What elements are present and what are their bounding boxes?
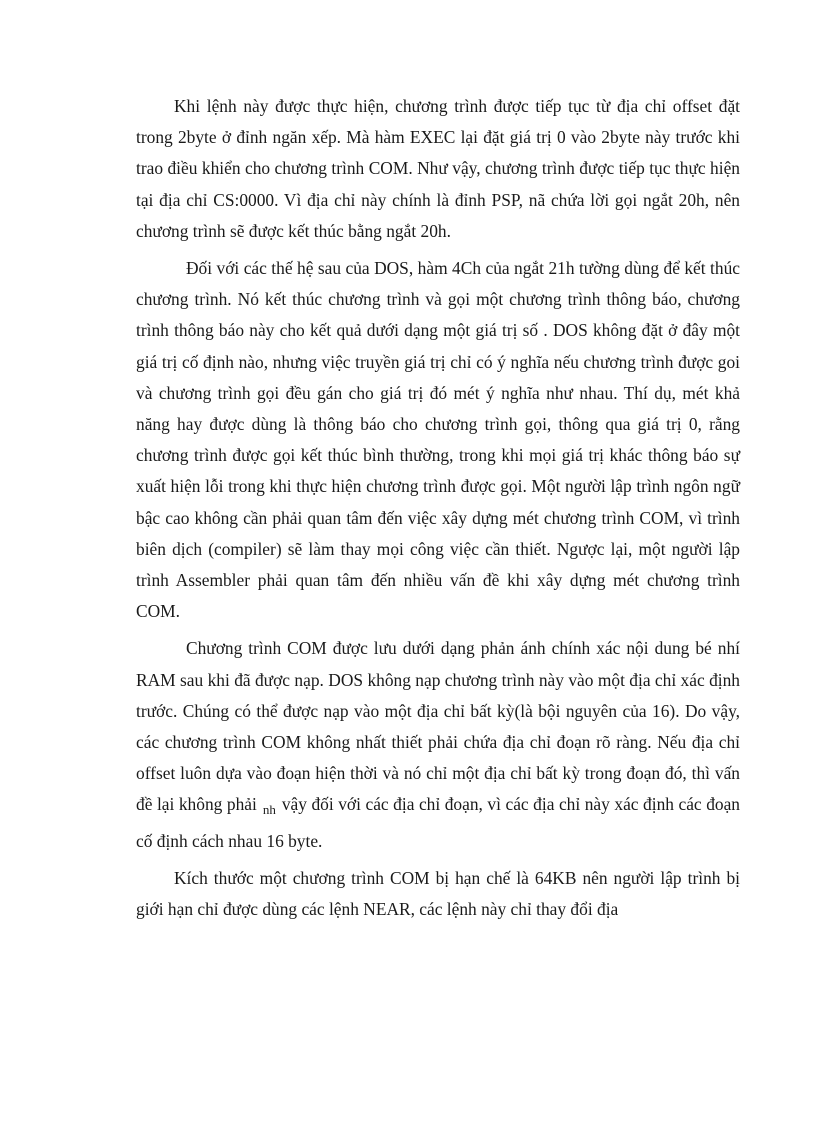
document-body [136,91,740,931]
paragraph-4: Kích thước một chương trình COM bị hạn chế là 64KB nên người lập trình bị giới hạn chỉ được dùng các lệnh NEAR, các lệnh này chỉ thay đổi địa [136,867,740,920]
paragraph-3-subscript: nh [262,802,276,818]
paragraph-1: Khi lệnh này được thực hiện, chương trình được tiếp tục từ địa chỉ offset đặt trong 2byte ở đỉnh ngăn xếp. Mà hàm EXEC lại đặt giá trị 0 vào 2byte này trước khi trao điều khiển cho chương trình COM. Như vậy, chương trình được tiếp tục thực hiện tại địa chỉ CS:0000. Vì địa chỉ này chính là đỉnh PSP, nã chứa lời gọi ngắt 20h, nên chương trình sẽ được kết thúc bằng ngắt 20h. [136,96,740,241]
paragraph-3-text-before: Chương trình COM được lưu dưới dạng phản ánh chính xác nội dung bé nhí RAM sau khi đã được nạp. DOS không nạp chương trình này vào một địa chỉ xác định trước. Chúng có thể được nạp vào một địa chỉ bất kỳ(là bội nguyên của 16). Do vậy, các chương trình COM không nhất thiết phải chứa địa chỉ đoạn rõ ràng. Nếu địa chỉ offset luôn dựa vào đoạn hiện thời và nó chỉ một địa chỉ bất kỳ trong đoạn đó, thì vấn đề lại không phải [136,638,740,815]
paragraph-3 [136,633,740,856]
paragraph-3-text-after: vậy đối với các địa chỉ đoạn, vì các địa chỉ này xác định các đoạn cố định cách nhau 16 byte. [136,794,740,851]
paragraph-2: Đối với các thế hệ sau của DOS, hàm 4Ch của ngắt 21h tường dùng để kết thúc chương trình. Nó kết thúc chương trình và gọi một chương trình thông báo, chương trình thông báo này cho kết quả dưới dạng một giá trị số . DOS không đặt ở đây một giá trị cố định nào, nhưng việc truyền giá trị chỉ có ý nghĩa nếu chương trình được goi và chương trình gọi đều gán cho giá trị đó mét ý nghĩa như nhau. Thí dụ, mét khả năng hay được dùng là thông báo cho chương trình gọi, thông qua giá trị 0, rằng chương trình được gọi kết thúc bình thường, trong khi mọi giá trị khác thông báo sự xuất hiện lỗi trong khi thực hiện chương trình được gọi. Một người lập trình ngôn ngữ bậc cao không cần phải quan tâm đến việc xây dựng mét chương trình COM, vì trình biên dịch (compiler) sẽ làm thay mọi công việc cần thiết. Ngược lại, một người lập trình Assembler phải quan tâm đến nhiều vấn đề khi xây dựng mét chương trình COM. [136,258,740,622]
